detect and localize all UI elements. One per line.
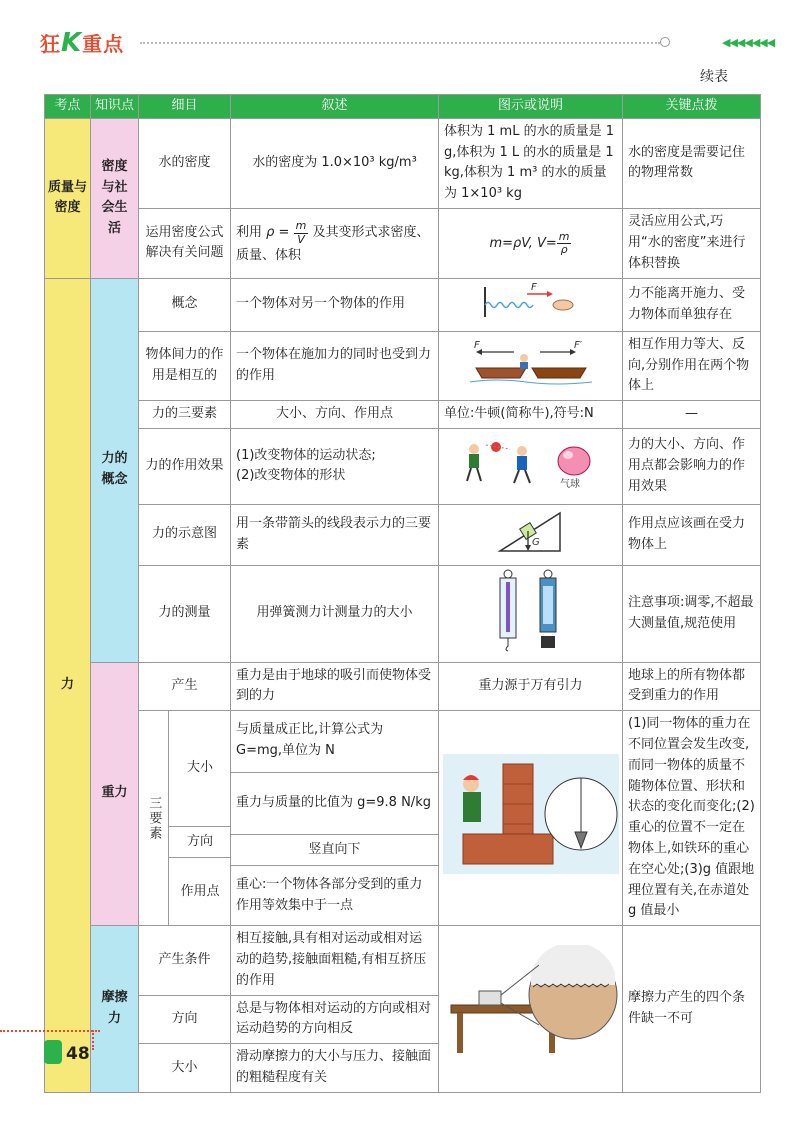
fraction-m-over-rho: $\frac{m}{\rho}$ [558, 229, 570, 256]
label-f-left: F [473, 340, 480, 352]
col-header: 知识点 [91, 95, 139, 119]
table-row [45, 926, 761, 995]
key-mutual: 相互作用力等大、反向,分别作用在两个物体上 [623, 331, 761, 400]
item-elements: 力的三要素 [139, 401, 231, 429]
desc-effect-1: (1)改变物体的运动状态; [236, 447, 376, 463]
illus-density-formula: m=ρV, V= $\frac{m}{\rho}$ [439, 208, 623, 278]
item-friction-cond: 产生条件 [139, 926, 231, 995]
label-balloon: 气球 [559, 478, 580, 490]
page-leaf-icon [44, 1040, 62, 1064]
exam-point-mass-density: 质量与密度 [45, 118, 91, 278]
table-row [45, 504, 761, 565]
table-row [45, 401, 761, 429]
table-row [45, 118, 761, 208]
table-row [45, 662, 761, 711]
knowledge-friction: 摩擦力 [91, 926, 139, 1093]
desc-friction-cond: 相互接触,具有相对运动或相对运动的趋势,接触面粗糙,有相互挤压的作用 [231, 926, 439, 995]
gravity-desc-cell [231, 711, 439, 926]
illus-water-density: 体积为 1 mL 的水的质量是 1 g,体积为 1 L 的水的质量是 1 kg,体积为 1 m³ 的水的质量为 1×10³ kg [439, 118, 623, 208]
table-row [45, 565, 761, 662]
col-header: 图示或说明 [439, 95, 623, 119]
boats-illustration [466, 338, 596, 386]
desc-density-formula: 利用 ρ = $\frac{m}{V}$ 及其变形式求密度、质量、体积 [231, 208, 439, 278]
item-gravity-size: 大小 [169, 710, 231, 827]
table-row [45, 331, 761, 400]
label-f: F [530, 281, 537, 293]
knowledge-gravity: 重力 [91, 662, 139, 926]
desc-gravity-origin: 重力是由于地球的吸引而使物体受到的力 [231, 662, 439, 711]
key-gravity-origin: 地球上的所有物体都受到重力的作用 [623, 662, 761, 711]
desc-effect [231, 428, 439, 504]
continued-label: 续表 [700, 69, 728, 85]
item-diagram: 力的示意图 [139, 504, 231, 565]
illus-incline [439, 504, 623, 565]
col-header: 考点 [45, 95, 91, 119]
desc-concept: 一个物体对另一个物体的作用 [231, 278, 439, 331]
incline-illustration [496, 507, 566, 555]
col-header: 细目 [139, 95, 231, 119]
col-header: 叙述 [231, 95, 439, 119]
desc-gravity-dir: 竖直向下 [230, 835, 439, 866]
desc-diagram: 用一条带箭头的线段表示力的三要素 [231, 504, 439, 565]
header-dotted-line [140, 42, 660, 44]
desc-gravity-size-2: 重力与质量的比值为 g=9.8 N/kg [230, 773, 439, 835]
item-measure: 力的测量 [139, 565, 231, 662]
illus-gravity-origin: 重力源于万有引力 [439, 662, 623, 711]
page-number: 48 [66, 1044, 90, 1064]
key-elements: — [623, 401, 761, 429]
key-water-density: 水的密度是需要记住的物理常数 [623, 118, 761, 208]
friction-illustration [443, 945, 619, 1065]
knowledge-table [44, 94, 761, 1093]
exam-point-force: 力 [45, 278, 91, 1092]
item-gravity-origin: 产生 [139, 662, 231, 711]
three-elements-label: 三要素 [138, 710, 169, 926]
brand-suffix: 重点 [82, 32, 125, 56]
footer-dotted-divider [92, 1030, 94, 1050]
illus-friction [439, 926, 623, 1093]
illus-spring-scale [439, 565, 623, 662]
fraction-m-over-v: $\frac{m}{V}$ [295, 219, 307, 246]
label-g: G [531, 536, 540, 548]
key-density-formula: 灵活应用公式,巧用“水的密度”来进行体积替换 [623, 208, 761, 278]
desc-effect-2: (2)改变物体的形状 [236, 468, 346, 484]
illus-elements: 单位:牛顿(简称牛),符号:N [439, 401, 623, 429]
desc-elements: 大小、方向、作用点 [231, 401, 439, 429]
footer-dotted-line [0, 1030, 100, 1032]
item-concept: 概念 [139, 278, 231, 331]
label-f-right: F′ [573, 340, 582, 352]
item-gravity-point: 作用点 [180, 883, 220, 899]
brand-k: K [61, 28, 83, 58]
key-measure: 注意事项:调零,不超最大测量值,规范使用 [623, 565, 761, 662]
key-friction: 摩擦力产生的四个条件缺一不可 [623, 926, 761, 1093]
effect-illustration [456, 435, 606, 491]
item-mutual: 物体间力的作用是相互的 [139, 331, 231, 400]
desc-friction-size: 滑动摩擦力的大小与压力、接触面的粗糙程度有关 [231, 1044, 439, 1093]
spring-pull-illustration [471, 281, 591, 321]
spring-scale-illustration [486, 568, 576, 652]
col-header: 关键点拨 [623, 95, 761, 119]
gravity-sub-cell [139, 711, 231, 926]
brand-prefix: 狂 [40, 32, 61, 56]
table-row [45, 208, 761, 278]
key-gravity: (1)同一物体的重力在不同位置会发生改变,而同一物体的质量不随物体位置、形状和状态的变化而变化;(2)重心的位置不一定在物体上,如铁环的重心在空心处;(3)g 值跟地理位置有关,在赤道处 g 值最小 [623, 711, 761, 926]
header-arrows-icon: ◀◀◀◀◀◀◀ [722, 36, 775, 49]
table-header-row [45, 95, 761, 119]
item-friction-dir: 方向 [139, 995, 231, 1044]
plumb-bob-illustration [443, 754, 619, 874]
gravity-three-elements [138, 710, 231, 926]
desc-gravity-point: 重心:一个物体各部分受到的重力作用等效集中于一点 [236, 877, 423, 914]
desc-mutual: 一个物体在施加力的同时也受到力的作用 [231, 331, 439, 400]
item-effect: 力的作用效果 [139, 428, 231, 504]
item-friction-size: 大小 [139, 1044, 231, 1093]
key-diagram: 作用点应该画在受力物体上 [623, 504, 761, 565]
item-density-formula: 运用密度公式解决有关问题 [139, 208, 231, 278]
header-line-end [660, 37, 670, 47]
illus-effect [439, 428, 623, 504]
desc-measure: 用弹簧测力计测量力的大小 [231, 565, 439, 662]
desc-gravity-size-1: 与质量成正比,计算公式为 G=mg,单位为 N [230, 710, 439, 773]
illus-boats [439, 331, 623, 400]
table-row [45, 428, 761, 504]
key-concept: 力不能离开施力、受力物体而单独存在 [623, 278, 761, 331]
item-gravity-dir: 方向 [169, 827, 231, 858]
table-row [45, 711, 761, 926]
illus-plumb-bob [439, 711, 623, 926]
key-effect: 力的大小、方向、作用点都会影响力的作用效果 [623, 428, 761, 504]
desc-water-density: 水的密度为 1.0×10³ kg/m³ [231, 118, 439, 208]
item-water-density: 水的密度 [139, 118, 231, 208]
brand-logo [40, 28, 124, 58]
knowledge-force-concept: 力的概念 [91, 278, 139, 662]
illus-spring-pull [439, 278, 623, 331]
table-row [45, 278, 761, 331]
desc-friction-dir: 总是与物体相对运动的方向或相对运动趋势的方向相反 [231, 995, 439, 1044]
knowledge-density-life: 密度与社会生活 [91, 118, 139, 278]
